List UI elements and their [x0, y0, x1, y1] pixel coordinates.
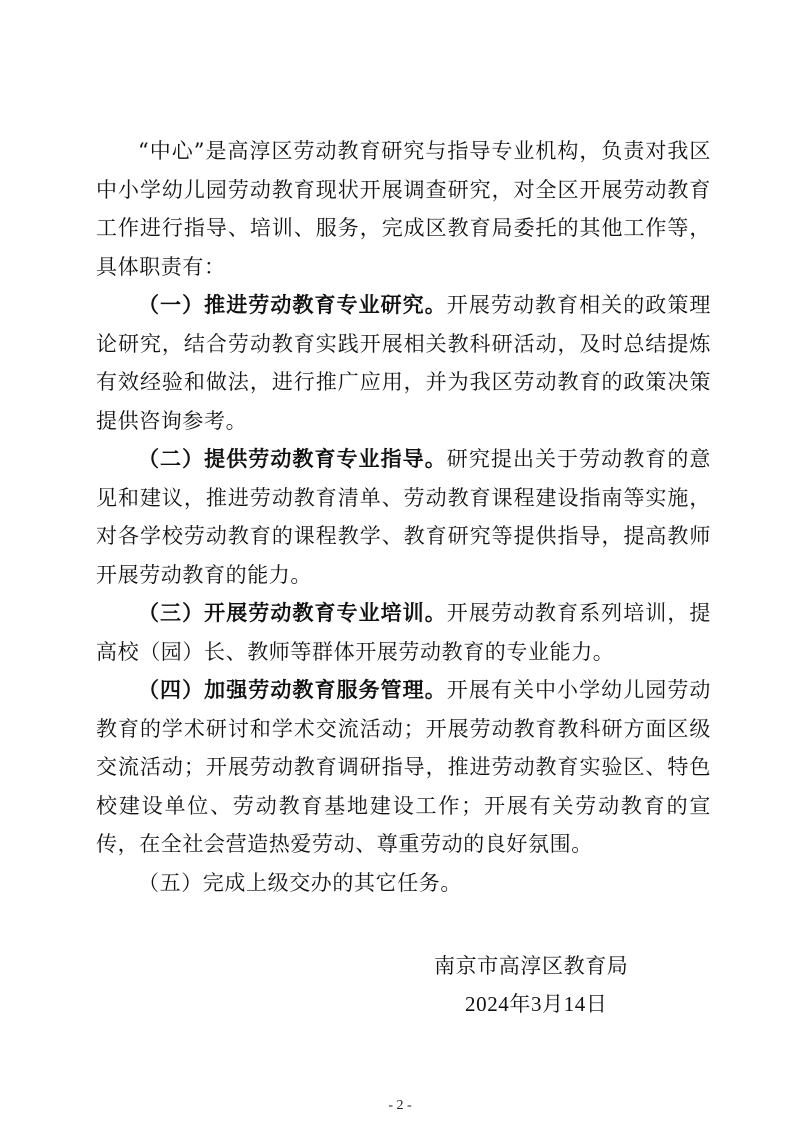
duty-item-4 — [96, 671, 711, 864]
duty-item-2-text: 研究提出关于劳动教育的意见和建议，推进劳动教育清单、劳动教育课程建设指南等实施，对各学校劳动教育的课程教学、教育研究等提供指导，提高教师开展劳动教育的能力。 — [96, 447, 711, 587]
duty-item-5 — [96, 864, 711, 903]
duty-item-3-text: 开展劳动教育系列培训，提高校（园）长、教师等群体开展劳动教育的专业能力。 — [96, 601, 711, 664]
document-body — [96, 132, 711, 902]
duty-item-4-text: 开展有关中小学幼儿园劳动教育的学术研讨和学术交流活动；开展劳动教育教科研方面区级交流活动；开展劳动教育调研指导，推进劳动教育实验区、特色校建设单位、劳动教育基地建设工作；开展有关劳动教育的宣传，在全社会营造热爱劳动、尊重劳动的良好氛围。 — [96, 678, 711, 856]
intro-paragraph: “中心”是高淳区劳动教育研究与指导专业机构，负责对我区中小学幼儿园劳动教育现状开展调查研究，对全区开展劳动教育工作进行指导、培训、服务，完成区教育局委托的其他工作等，具体职责有： — [96, 139, 711, 279]
duty-item-4-heading: （四）加强劳动教育服务管理。 — [138, 677, 447, 702]
signature-organization: 南京市高淳区教育局 — [434, 954, 629, 978]
duty-item-3-heading: （三）开展劳动教育专业培训。 — [138, 600, 447, 625]
duty-item-1-heading: （一）推进劳动教育专业研究。 — [138, 292, 447, 317]
duty-item-1 — [96, 286, 711, 440]
duty-item-1-text: 开展劳动教育相关的政策理论研究，结合劳动教育实践开展相关教科研活动，及时总结提炼有效经验和做法，进行推广应用，并为我区劳动教育的政策决策提供咨询参考。 — [96, 293, 711, 433]
duty-item-2 — [96, 440, 711, 594]
duty-item-2-heading: （二）提供劳动教育专业指导。 — [138, 446, 447, 471]
signature-date: 2024年3月14日 — [465, 992, 608, 1016]
page-number: - 2 - — [388, 1098, 412, 1113]
duty-item-5-heading: （五）完成上级交办的其它任务。 — [138, 870, 462, 895]
duty-item-3 — [96, 594, 711, 671]
